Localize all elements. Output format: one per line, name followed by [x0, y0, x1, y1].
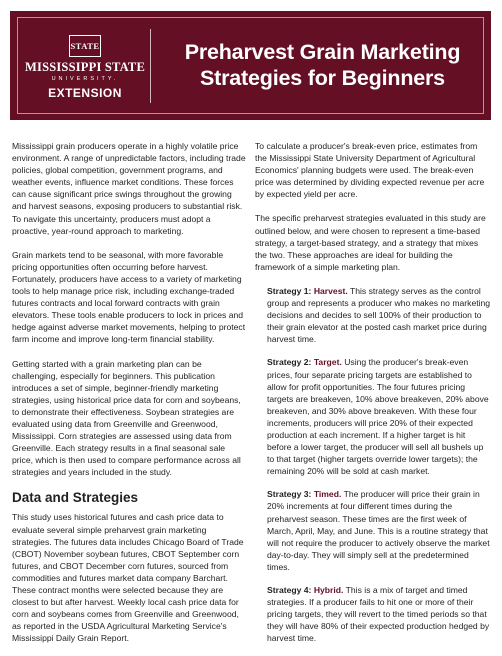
strategy-name: Timed.	[313, 489, 342, 500]
msu-extension-logo	[25, 35, 145, 100]
title-line-2: Strategies for Beginners	[200, 66, 445, 90]
university-subtitle: UNIVERSITY.	[51, 76, 119, 82]
intro-paragraph-2: Grain markets tend to be seasonal, with more favorable pricing opportunities often occurring before harvest. Fortunately, producers have access to a variety of marketing tools to help manage price risk, including exchange-traded futures contracts and local forward contracts with grain elevators. These tools enable producers to lock in prices and hedge against adverse market movements, helping to protect farm income and improve long-term financial stability.	[12, 249, 246, 345]
intro-paragraph-1: Mississippi grain producers operate in a highly volatile price environment. A range of unpredictable factors, including trade policies, global competition, government programs, and weather events, influence market conditions. These forces can cause significant price swings throughout the growing and harvest seasons, exposing producers to substantial risk. To navigate this uncertainty, producers must adopt a proactive, year-round approach to marketing.	[12, 141, 246, 236]
extension-label: EXTENSION	[48, 86, 122, 100]
strategy-name: Target.	[313, 357, 342, 368]
strategy-text: The producer will price their grain in 20% increments at four different times during the preharvest season. These times are the first week of March, April, May, and June. This is a routine strategy that will not require the producer to actively observe the market day-to-day. They will simply sell at the predetermined times.	[267, 489, 490, 572]
university-name: MISSISSIPPI STATE	[25, 60, 145, 74]
banner-divider	[150, 29, 151, 103]
strategy-label: Strategy 2:	[267, 357, 312, 368]
page-title	[160, 39, 485, 91]
strategy-name: Hybrid.	[313, 585, 344, 595]
state-seal-icon: STATE	[69, 35, 101, 57]
strategy-label: Strategy 4:	[267, 585, 312, 595]
strategy-text: Using the producer's break-even prices, four separate pricing targets are established to allow for profit opportunities. The four futures pricing targets are breakeven, 10% above breakeven, 20% above breakeven, and 30% above breakeven. With these four increments, producers will price 20% of their expected production at each increment. If a higher target is hit before a lower target, the producer will sell all bushels up to that target (higher targets override lower targets); the remaining 20% will be sold at cash market.	[267, 357, 489, 477]
strategy-text: This is a mix of target and timed strategies. If a producer fails to hit one or more of their pricing targets, they will revert to the timed periods so that they will have 80% of their expected production hedged by harvest time.	[267, 585, 490, 644]
right-column	[255, 140, 491, 655]
breakeven-paragraph: To calculate a producer's break-even price, estimates from the Mississippi State University Department of Agricultural Economics' planning budgets were used. The break-even price was determined by dividing expected revenue per acre by expected yield per acre.	[255, 141, 485, 200]
section-heading: Data and Strategies	[12, 490, 139, 506]
data-paragraph: This study uses historical futures and cash price data to evaluate several simple preharvest grain marketing strategies. The futures data includes Chicago Board of Trade (CBOT) November soybean futures, CBOT September corn futures, and CBOT December corn futures, sourced from commodities and futures market data company Barchart. These contract months were selected because they are closest to but after harvest. Weekly local cash price data for corn and soybeans comes from Greenville and Greenwood, as reported in the USDA Agricultural Marketing Service's Mississippi Daily Grain Report.	[12, 512, 244, 644]
title-line-1: Preharvest Grain Marketing	[184, 40, 461, 64]
strategy-label: Strategy 3:	[267, 489, 312, 500]
strategy-label: Strategy 1:	[267, 285, 312, 296]
strategy-text: This strategy serves as the control group and represents a producer who makes no marketing decisions and decides to sell 100% of their production to their grain elevator at the posted cash market price during harvest time.	[267, 285, 491, 345]
strategy-item	[267, 356, 491, 477]
strategy-item	[267, 285, 491, 345]
strategy-item	[267, 488, 491, 573]
header-banner	[10, 11, 491, 120]
strategy-item	[267, 584, 491, 644]
strategy-name: Harvest.	[313, 285, 348, 296]
strategies-intro-paragraph: The specific preharvest strategies evaluated in this study are outlined below, and were chosen to represent a time-based strategy, a target-based strategy, and a strategy that mixes the two. These approaches are ideal for building the framework of a simple marketing plan.	[255, 213, 486, 272]
intro-paragraph-3: Getting started with a grain marketing plan can be challenging, especially for beginners. This publication introduces a set of simple, beginner-friendly marketing strategies, using historical price data for corn and soybeans, to demonstrate their effectiveness. Soybean strategies are evaluated using data from Greenville and Greenwood, Mississippi. Corn strategies are assessed using data from Greenville. Each strategy results in a final seasonal sale price, which is then used to compare performance across all strategies and years included in the study.	[12, 358, 241, 478]
left-column	[12, 140, 248, 656]
